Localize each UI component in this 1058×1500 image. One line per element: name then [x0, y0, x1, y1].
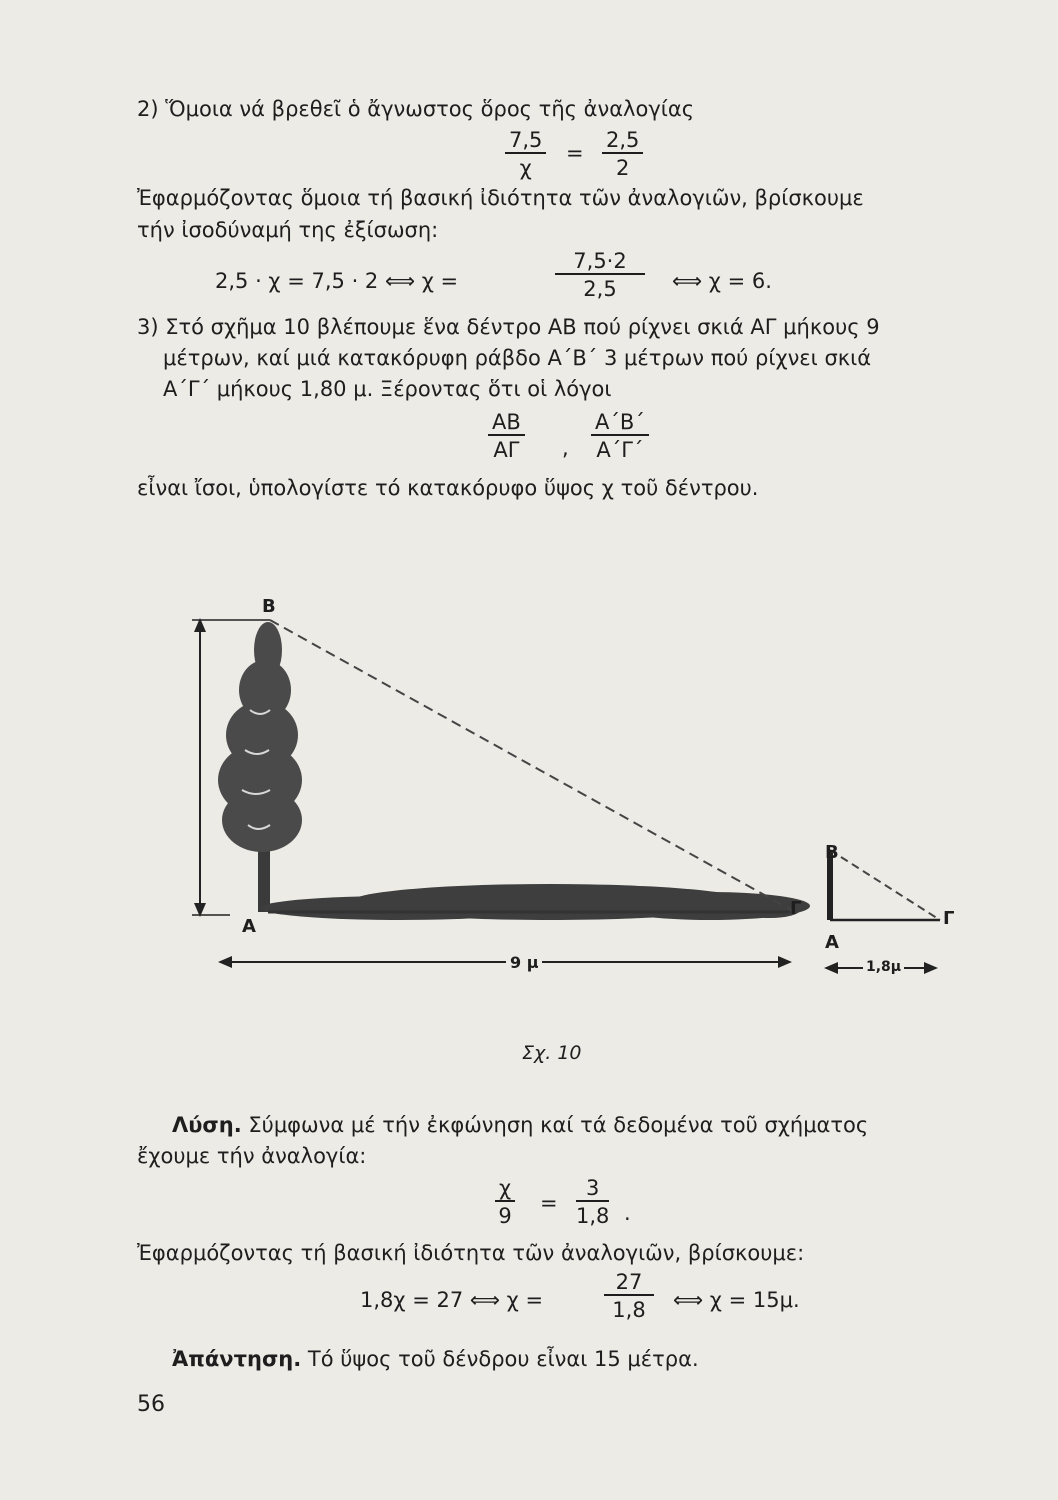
fraction-denominator: 1,8 — [612, 1298, 646, 1322]
solution-equation-fraction — [604, 1270, 654, 1322]
item3-line-2: μέτρων, καί μιά κατακόρυφη ράβδο Α΄Β΄ 3 μέτρων πού ρίχνει σκιά — [163, 346, 872, 370]
solution-line-1 — [172, 1112, 868, 1138]
label-rod-base: Α — [825, 932, 839, 953]
item2-intro: 2) Ὅμοια νά βρεθεῖ ὁ ἄγνωστος ὅρος τῆς ἀναλογίας — [137, 97, 695, 121]
period: . — [624, 1201, 631, 1225]
item3-line-3: Α΄Γ΄ μήκους 1,80 μ. Ξέροντας ὅτι οἱ λόγοι — [163, 377, 612, 401]
solution-line-2: ἔχουμε τήν ἀναλογία: — [137, 1144, 367, 1168]
solution-equation-left: 1,8χ = 27 ⟺ χ = — [360, 1288, 544, 1312]
item2-applying-line-2: τήν ἰσοδύναμή της ἐξίσωση: — [137, 218, 439, 242]
figure-drawing — [150, 590, 1000, 1070]
arrow-head-right — [924, 962, 938, 974]
fraction-numerator: ΑΒ — [488, 410, 525, 436]
fraction-denominator: Α΄Γ΄ — [596, 438, 644, 462]
fraction-denominator: 1,8 — [576, 1204, 610, 1228]
tree-shadow-figure — [150, 590, 1000, 1070]
fraction-numerator: 27 — [604, 1270, 654, 1296]
item3-line-4: εἶναι ἴσοι, ὑπολογίστε τό κατακόρυφο ὕψος χ τοῦ δέντρου. — [137, 476, 759, 500]
fraction-numerator: χ — [495, 1176, 515, 1202]
fraction-denominator: ΑΓ — [493, 438, 520, 462]
solution-text: Σύμφωνα μέ τήν ἐκφώνηση καί τά δεδομένα τοῦ σχήματος — [241, 1113, 869, 1137]
figure-caption: Σχ. 10 — [522, 1042, 582, 1064]
solution-fraction-x-over-9 — [495, 1176, 515, 1228]
comma: , — [562, 436, 569, 460]
fraction-numerator: 3 — [576, 1176, 609, 1202]
item2-equation-fraction — [555, 249, 645, 301]
answer-text: Τό ὕψος τοῦ δένδρου εἶναι 15 μέτρα. — [301, 1347, 699, 1371]
label-tree-base: Α — [242, 916, 256, 937]
answer-label: Ἀπάντηση. — [172, 1347, 302, 1371]
item2-equation-left: 2,5 · χ = 7,5 · 2 ⟺ χ = — [215, 269, 459, 293]
page-number: 56 — [137, 1392, 165, 1417]
label-tree-shadow-end: Γ — [790, 898, 802, 919]
tree-crown — [218, 622, 302, 852]
item3-ratio-1 — [488, 410, 525, 462]
equals-sign: = — [566, 141, 584, 165]
solution-equation-right: ⟺ χ = 15μ. — [673, 1288, 800, 1312]
fraction-numerator: Α΄Β΄ — [591, 410, 649, 436]
item3-ratio-2 — [591, 410, 649, 462]
fraction-numerator: 7,5 — [505, 128, 546, 154]
label-rod-top: Β — [825, 842, 839, 863]
arrow-head-left — [824, 962, 838, 974]
solution-fraction-3-over-1-8 — [576, 1176, 609, 1228]
rod-sun-ray — [830, 850, 940, 920]
arrow-head-right — [778, 956, 792, 968]
fraction-numerator: 2,5 — [602, 128, 643, 154]
fraction-numerator: 7,5·2 — [555, 249, 645, 275]
tree-shadow — [260, 884, 810, 920]
label-rod-shadow-length: 1,8μ — [863, 959, 904, 975]
item2-fraction-1 — [505, 128, 546, 180]
fraction-denominator: 2,5 — [583, 277, 617, 301]
solution-applying: Ἐφαρμόζοντας τή βασική ἰδιότητα τῶν ἀναλογιῶν, βρίσκουμε: — [137, 1241, 805, 1265]
item2-fraction-2 — [602, 128, 643, 180]
solution-label: Λύση. — [172, 1113, 242, 1137]
item2-equation-right: ⟺ χ = 6. — [672, 269, 772, 293]
fraction-denominator: 9 — [498, 1204, 512, 1228]
fraction-denominator: 2 — [616, 156, 630, 180]
arrow-head-left — [218, 956, 232, 968]
label-shadow-length: 9 μ — [506, 953, 542, 972]
label-rod-shadow-end: Γ — [943, 908, 955, 929]
sun-ray — [270, 620, 795, 912]
fraction-denominator: χ — [519, 156, 532, 180]
label-tree-top: Β — [262, 596, 276, 617]
item2-applying-line-1: Ἐφαρμόζοντας ὅμοια τή βασική ἰδιότητα τῶν ἀναλογιῶν, βρίσκουμε — [137, 186, 864, 210]
equals-sign: = — [540, 1191, 558, 1215]
answer-line — [172, 1346, 699, 1372]
item3-line-1: 3) Στό σχῆμα 10 βλέπουμε ἕνα δέντρο ΑΒ πού ρίχνει σκιά ΑΓ μήκους 9 — [137, 315, 880, 339]
